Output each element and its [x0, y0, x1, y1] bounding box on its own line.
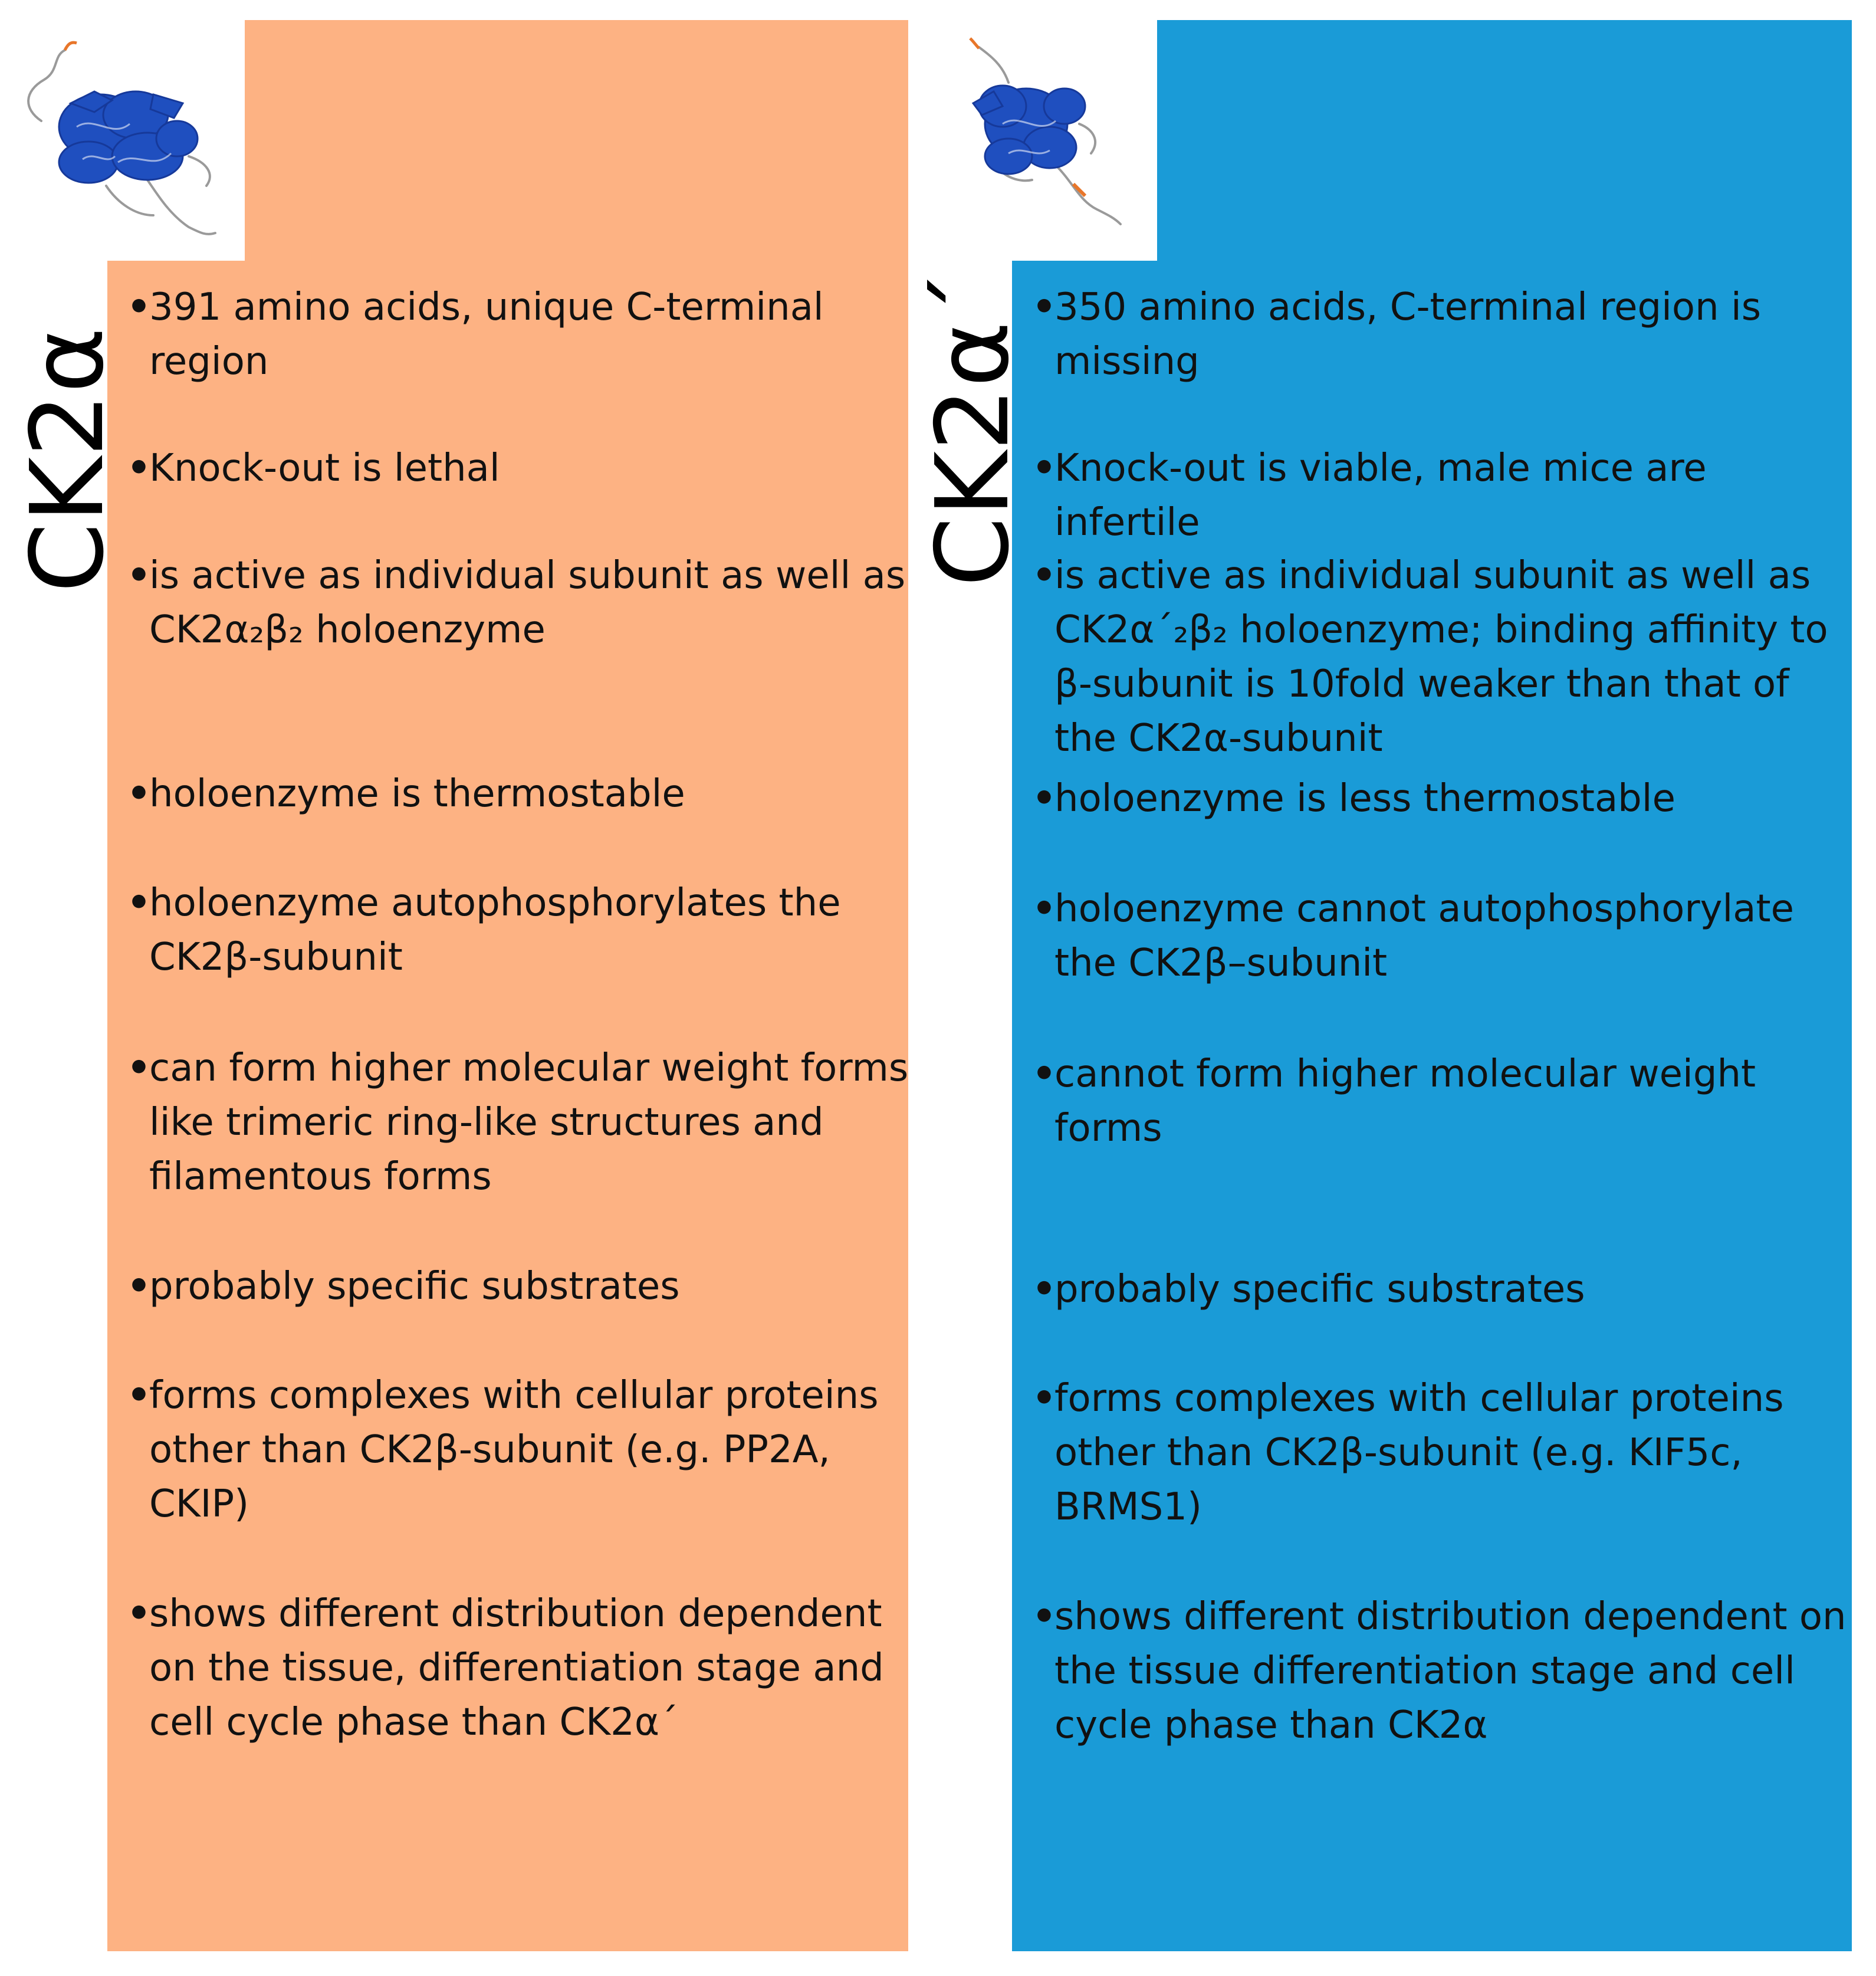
bullet-text: forms complexes with cellular proteins other than CK2β-subunit (e.g. PP2A, CKIP) — [149, 1374, 879, 1526]
right-bullet-5 — [1032, 882, 1857, 990]
bullet-glyph: • — [1032, 554, 1056, 598]
bullet-text: holoenzyme is less thermostable — [1054, 777, 1675, 820]
bullet-glyph: • — [127, 881, 151, 925]
bullet-glyph: • — [1032, 1377, 1056, 1420]
right-panel-title: CK2α´ — [915, 271, 1031, 587]
right-bullet-6 — [1032, 1047, 1845, 1156]
bullet-text: 391 amino acids, unique C-terminal region — [149, 285, 824, 383]
bullet-glyph: • — [1032, 1595, 1056, 1639]
bullet-glyph: • — [1032, 777, 1056, 820]
bullet-text: holoenzyme is thermostable — [149, 772, 685, 816]
bullet-glyph: • — [1032, 285, 1056, 329]
bullet-text: shows different distribution dependent on the tissue, differentiation stage and cell cycle phase than CK2α´ — [149, 1592, 884, 1744]
bullet-text: probably specific substrates — [1054, 1268, 1585, 1311]
right-bullet-7 — [1032, 1262, 1845, 1317]
right-bullet-8 — [1032, 1371, 1845, 1534]
left-panel-title: CK2α — [9, 327, 126, 593]
right-bullet-4 — [1032, 772, 1845, 826]
bullet-text: forms complexes with cellular proteins other than CK2β-subunit (e.g. KIF5c, BRMS1) — [1054, 1377, 1784, 1529]
bullet-glyph: • — [1032, 1052, 1056, 1096]
bullet-glyph: • — [127, 772, 151, 816]
bullet-glyph: • — [127, 447, 151, 490]
bullet-text: Knock-out is lethal — [149, 447, 500, 490]
bullet-glyph: • — [1032, 447, 1056, 490]
right-bullet-3 — [1032, 549, 1857, 766]
right-bullet-9 — [1032, 1590, 1857, 1752]
bullet-text: cannot form higher molecular weight forms — [1054, 1052, 1756, 1150]
bullet-text: probably specific substrates — [149, 1265, 680, 1308]
bullet-text: holoenzyme cannot autophosphorylate the CK2β–subunit — [1054, 887, 1794, 985]
bullet-glyph: • — [127, 1265, 151, 1308]
bullet-glyph: • — [127, 285, 151, 329]
bullet-glyph: • — [127, 1592, 151, 1636]
bullet-glyph: • — [127, 554, 151, 598]
bullet-text: holoenzyme autophosphorylates the CK2β-subunit — [149, 881, 841, 979]
bullet-text: is active as individual subunit as well as CK2α´₂β₂ holoenzyme; binding affinity to β-subunit is 10fold weaker than that of the CK2α-subunit — [1054, 554, 1828, 760]
bullet-text: 350 amino acids, C-terminal region is missing — [1054, 285, 1762, 383]
bullet-text: can form higher molecular weight forms like trimeric ring-like structures and filamentous forms — [149, 1046, 909, 1199]
bullet-text: shows different distribution dependent on the tissue differentiation stage and cell cycle phase than CK2α — [1054, 1595, 1847, 1747]
bullet-glyph: • — [1032, 887, 1056, 931]
right-bullet-1 — [1032, 280, 1845, 389]
bullet-glyph: • — [127, 1374, 151, 1417]
right-bullet-2 — [1032, 441, 1857, 550]
bullet-text: is active as individual subunit as well as CK2α₂β₂ holoenzyme — [149, 554, 906, 652]
bullet-glyph: • — [1032, 1268, 1056, 1311]
bullet-glyph: • — [127, 1046, 151, 1090]
bullet-text: Knock-out is viable, male mice are infertile — [1054, 447, 1707, 544]
